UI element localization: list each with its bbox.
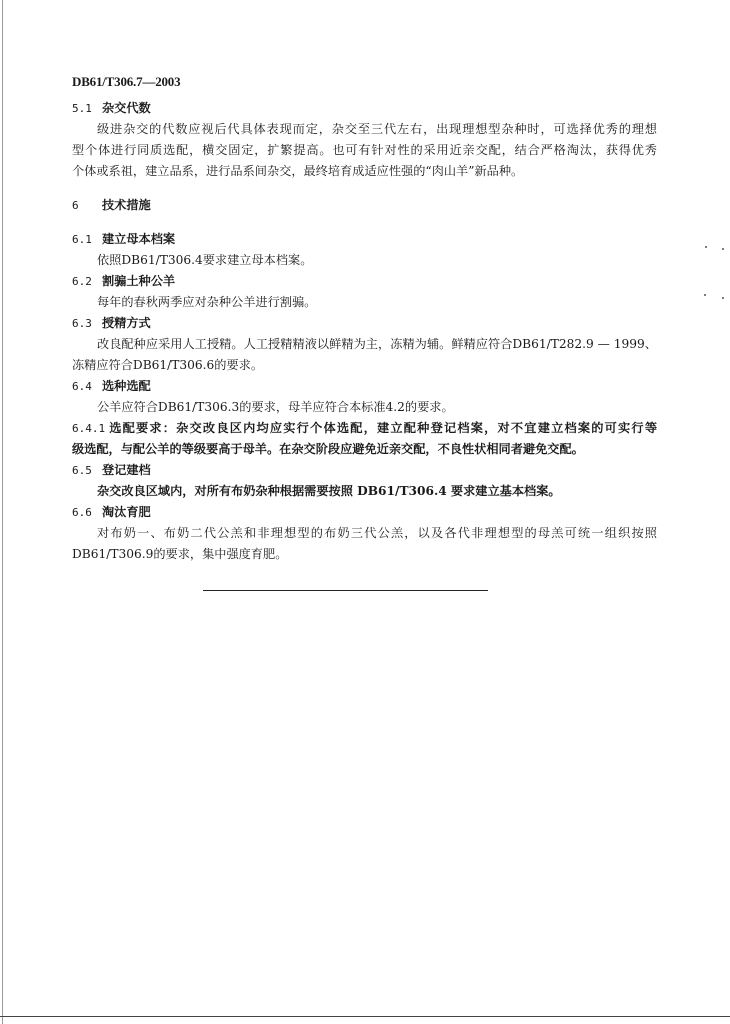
paragraph-line: 冻精应符合DB61/T306.6的要求。: [72, 358, 264, 372]
section-title: 登记建档: [102, 463, 151, 477]
section-title: 选种选配: [102, 379, 151, 393]
chapter-heading: [72, 195, 657, 216]
paragraph-line: 公羊应符合DB61/T306.3的要求，母羊应符合本标准4.2的要求。: [97, 400, 454, 414]
scan-edge-left: [2, 0, 3, 1024]
paragraph-line: 对布奶一、布奶二代公羔和非理想型的布奶三代公羔，以及各代非理想型的母羔可统一组织按照: [97, 526, 657, 540]
section-number: 6.1: [72, 233, 92, 246]
paragraph-text: 杂交改良区内均应实行个体选配，建立配种登记档案，对不宜建立档案的可实行等: [176, 421, 657, 435]
section-heading: [72, 229, 657, 250]
subsection-line: [72, 418, 657, 439]
paragraph-line: 改良配种应采用人工授精。人工授精精液以鲜精为主，冻精为辅。鲜精应符合DB61/T282.9 — 1999、: [97, 337, 657, 351]
end-rule: [203, 590, 488, 591]
section-heading: [72, 460, 657, 481]
section-title: 割骟土种公羊: [102, 274, 176, 288]
paragraph-line: 个体或系祖，建立品系，进行品系间杂交，最终培育成适应性强的“肉山羊”新品种。: [72, 164, 524, 178]
section-heading: [72, 502, 657, 523]
section-number: 6.6: [72, 506, 92, 519]
section-heading: [72, 313, 657, 334]
paragraph-line: 级进杂交的代数应视后代具体表现而定，杂交至三代左右，出现理想型杂种时，可选择优秀的理想: [97, 122, 657, 136]
paragraph-line: 杂交改良区域内，对所有布奶杂种根据需要按照 DB61/T306.4 要求建立基本档案。: [97, 484, 561, 498]
document-body: [72, 98, 657, 565]
scan-speck: [704, 294, 706, 296]
section-heading: [72, 376, 657, 397]
section-title: 淘汰育肥: [102, 505, 151, 519]
section-number: 6.4: [72, 380, 92, 393]
section-title: 杂交代数: [102, 101, 151, 115]
section-number: 6.2: [72, 275, 92, 288]
scan-speck: [705, 246, 707, 248]
paragraph-line: 依照DB61/T306.4要求建立母本档案。: [97, 253, 313, 267]
document-code: DB61/T306.7—2003: [72, 74, 181, 89]
section-title: 授精方式: [102, 316, 151, 330]
paragraph-line: 级选配，与配公羊的等级要高于母羊。在杂交阶段应避免近亲交配，不良性状相同者避免交配。: [72, 442, 584, 456]
section-title: 选配要求：: [108, 421, 177, 435]
paragraph-line: DB61/T306.9的要求，集中强度育肥。: [72, 547, 288, 561]
section-number: 6.5: [72, 464, 92, 477]
scan-speck: [722, 297, 724, 299]
scan-edge-bottom: [0, 1016, 730, 1017]
paragraph-line: 每年的春秋两季应对杂种公羊进行割骟。: [97, 295, 317, 309]
section-heading: [72, 271, 657, 292]
section-title: 建立母本档案: [102, 232, 176, 246]
paragraph-line: 型个体进行同质选配，横交固定，扩繁提高。也可有针对性的采用近亲交配，结合严格淘汰，获得优秀: [72, 143, 657, 157]
section-title: 技术措施: [102, 198, 151, 212]
scan-speck: [722, 248, 724, 250]
section-heading: [72, 98, 657, 119]
section-number: 6.3: [72, 317, 92, 330]
section-number: 5.1: [72, 102, 92, 115]
section-number: 6.4.1: [72, 422, 106, 435]
section-number: 6: [72, 199, 79, 212]
